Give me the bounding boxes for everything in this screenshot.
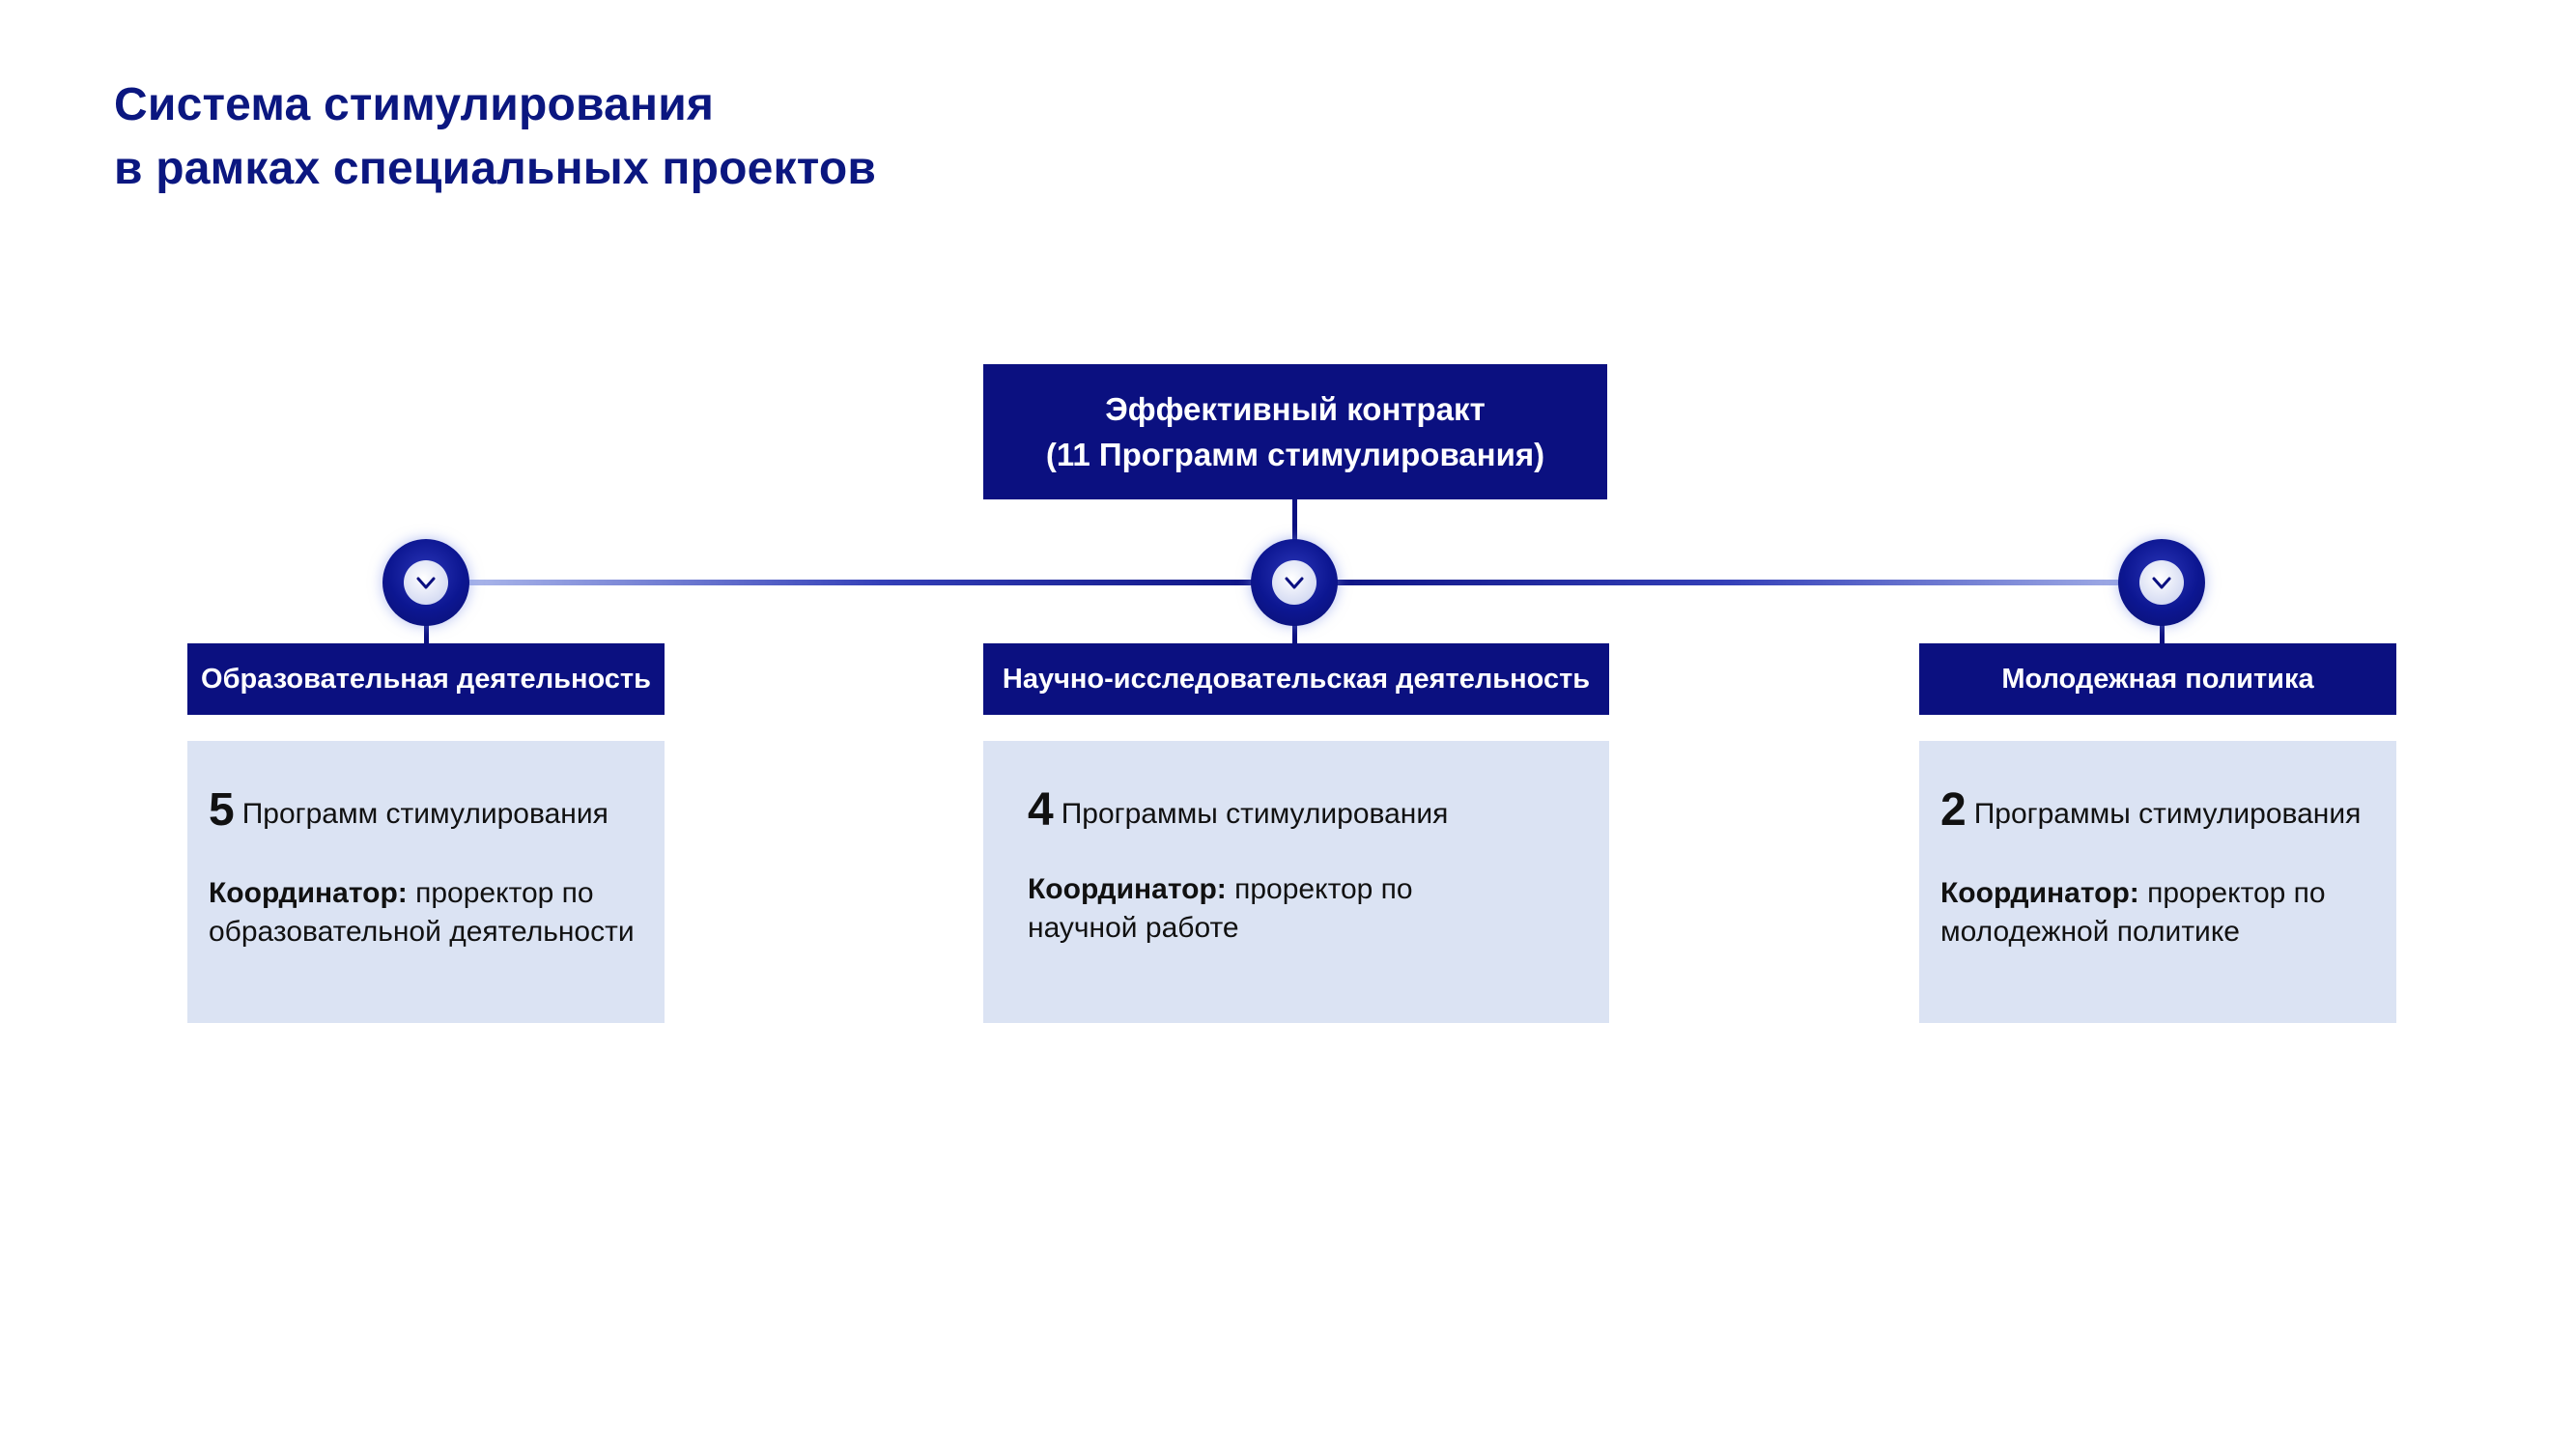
coordinator-text-2: научной работе (1028, 912, 1239, 944)
branch-node-research (1251, 539, 1338, 626)
program-count-line (1940, 784, 2362, 836)
branch-header-research (983, 643, 1609, 715)
programs-label: Программы стимулирования (1973, 798, 2362, 830)
chevron-down-icon (1251, 539, 1338, 626)
program-count: 5 (209, 784, 235, 836)
programs-label: Программ стимулирования (241, 798, 609, 830)
coordinator-text-1: проректор по (415, 877, 594, 909)
vertical-line-center-bottom (1292, 623, 1297, 643)
program-count-line (1028, 784, 1449, 836)
effective-contract-line-2: (11 Программ стимулирования) (1045, 437, 1545, 472)
chevron-down-icon (382, 539, 469, 626)
horizontal-line-right (1294, 580, 2164, 585)
coordinator-text-1: проректор по (1234, 873, 1413, 905)
program-count: 2 (1940, 784, 1967, 836)
coordinator-label: Координатор: (1028, 873, 1227, 905)
branch-node-education (382, 539, 469, 626)
branch-header-label: Образовательная деятельность (201, 663, 651, 695)
effective-contract-box (983, 364, 1607, 499)
page-title-line-1: Система стимулирования (114, 79, 715, 130)
chevron-down-icon (2118, 539, 2205, 626)
vertical-line-left-bottom (424, 623, 429, 643)
coordinator-text-2: образовательной деятельности (209, 916, 635, 948)
coordinator-info (209, 874, 663, 952)
branch-node-youth (2118, 539, 2205, 626)
branch-header-label: Научно-исследовательская деятельность (1002, 663, 1591, 695)
coordinator-info (1028, 870, 1482, 948)
branch-card-research (983, 741, 1609, 1023)
coordinator-label: Координатор: (209, 877, 408, 909)
branch-header-education (187, 643, 665, 715)
horizontal-line-left (468, 580, 1294, 585)
branch-header-label: Молодежная политика (2001, 663, 2314, 695)
program-count-line (209, 784, 609, 836)
vertical-line-right-bottom (2160, 623, 2165, 643)
branch-card-youth (1919, 741, 2396, 1023)
branch-header-youth (1919, 643, 2396, 715)
coordinator-text-2: молодежной политике (1940, 916, 2240, 948)
programs-label: Программы стимулирования (1061, 798, 1449, 830)
branch-card-education (187, 741, 665, 1023)
coordinator-label: Координатор: (1940, 877, 2139, 909)
page-title-line-2: в рамках специальных проектов (114, 143, 877, 194)
vertical-line-top (1292, 499, 1297, 542)
coordinator-info (1940, 874, 2394, 952)
program-count: 4 (1028, 784, 1054, 836)
coordinator-text-1: проректор по (2147, 877, 2326, 909)
effective-contract-line-1: Эффективный контракт (1105, 391, 1486, 427)
